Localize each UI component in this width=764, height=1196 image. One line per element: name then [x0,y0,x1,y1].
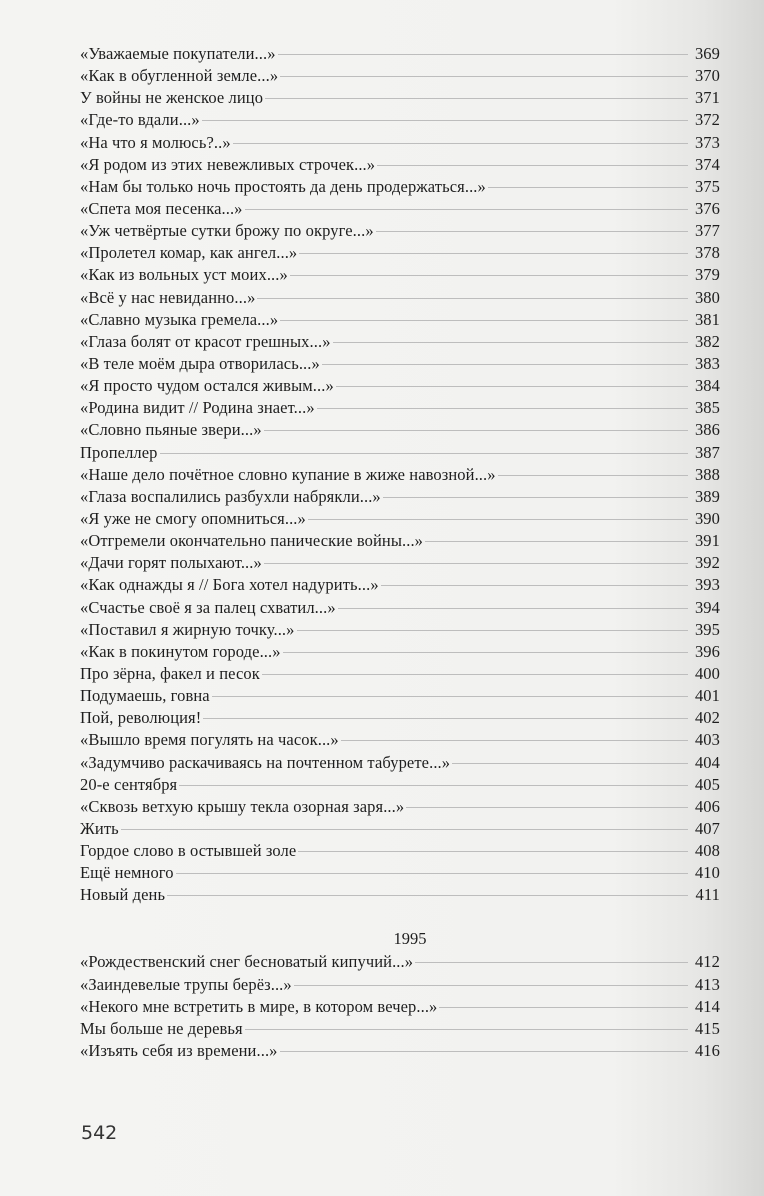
toc-entry-title: «Вышло время погулять на часок...» [80,730,339,750]
toc-entry-leader [262,673,688,675]
toc-entry-page: 410 [694,863,720,883]
toc-entry-title: Гордое слово в остывшей золе [80,841,297,861]
toc-entry-page: 406 [694,796,720,816]
toc-entry [80,818,720,840]
toc-entry-leader [233,142,688,144]
toc-entry-title: «Отгремели окончательно панические войны...» [80,531,424,551]
section-year-heading: 1995 [393,929,427,949]
toc-entry-leader [265,97,688,99]
toc-entry [80,996,720,1018]
toc-entry-title: «Дачи горят полыхают...» [80,553,262,573]
toc-entry-title: Новый день [80,885,166,905]
toc-entry-leader [167,894,688,896]
toc-entry [80,641,720,663]
toc-entry-page: 380 [694,287,720,307]
toc-entry-page: 408 [694,841,720,861]
toc-entry [80,464,720,486]
toc-entry-page: 386 [694,420,720,440]
toc-entry-title: «Задумчиво раскачиваясь на почтенном табурете...» [80,752,451,772]
toc-entry-title: «Как в покинутом городе...» [80,641,281,661]
toc-entry-title: «Поставил я жирную точку...» [80,619,295,639]
toc-entry-page: 400 [694,663,720,683]
toc-entry-title: «Родина видит // Родина знает...» [80,398,315,418]
toc-entry-page: 383 [694,353,720,373]
toc-entry-title: «Я просто чудом остался живым...» [80,376,334,396]
toc-entry [80,663,720,685]
toc-entry-page: 376 [694,198,720,218]
toc-entry [80,752,720,774]
toc-entry-page: 390 [694,508,720,528]
toc-entry-leader [202,119,688,121]
toc-entry-leader [280,75,688,77]
toc-entry-leader [176,872,688,874]
toc-entry-page: 401 [694,686,720,706]
toc-entry-leader [294,984,688,986]
toc-entries [80,43,720,906]
toc-entry [80,796,720,818]
toc-entry-page: 396 [694,641,720,661]
toc-entry-page: 378 [694,243,720,263]
toc-entry-title: «Я родом из этих невежливых строчек...» [80,154,376,174]
toc-entry-title: «В теле моём дыра отворилась...» [80,353,320,373]
toc-entry-title: «Уважаемые покупатели...» [80,44,276,63]
toc-entry-leader [212,695,688,697]
toc-entry [80,287,720,309]
toc-entry-leader [317,407,688,409]
toc-entry [80,685,720,707]
table-of-contents [80,43,720,1062]
toc-entry-title: «Наше дело почётное словно купание в жиже навозной...» [80,464,496,484]
toc-section-entries [80,951,720,1062]
toc-entry-leader [245,1028,688,1030]
toc-entry-title: Ещё немного [80,863,174,883]
toc-entry-leader [160,452,688,454]
toc-entry-leader [121,828,688,830]
toc-entry [80,1018,720,1040]
toc-entry-page: 369 [694,44,720,63]
toc-entry [80,264,720,286]
toc-entry [80,65,720,87]
toc-entry-leader [179,784,688,786]
toc-entry-page: 373 [694,132,720,152]
toc-entry-title: «Где-то вдали...» [80,110,200,130]
toc-entry-title: «Счастье своё я за палец схватил...» [80,597,336,617]
toc-entry-title: «Некого мне встретить в мире, в котором вечер...» [80,996,438,1016]
toc-entry-leader [322,363,688,365]
toc-entry-page: 381 [694,309,720,329]
toc-entry-leader [280,319,688,321]
toc-entry-page: 413 [694,974,720,994]
toc-entry-leader [406,806,688,808]
toc-entry-title: «Рождественский снег бесноватый кипучий...» [80,952,414,972]
toc-entry-page: 415 [694,1018,720,1038]
toc-entry [80,486,720,508]
toc-entry-page: 385 [694,398,720,418]
toc-entry-page: 402 [694,708,720,728]
toc-entry [80,774,720,796]
toc-entry-title: Жить [80,818,119,838]
toc-entry-page: 416 [694,1041,720,1061]
toc-entry-leader [333,341,688,343]
toc-entry [80,729,720,751]
toc-entry-leader [264,429,688,431]
toc-entry-leader [203,717,688,719]
toc-entry-title: «Спета моя песенка...» [80,198,243,218]
toc-entry-page: 382 [694,331,720,351]
toc-entry-page: 403 [694,730,720,750]
toc-entry [80,597,720,619]
toc-entry-leader [341,739,688,741]
toc-entry-page: 393 [694,575,720,595]
toc-entry-page: 395 [694,619,720,639]
toc-entry-leader [381,584,688,586]
toc-entry [80,154,720,176]
toc-entry-page: 414 [694,996,720,1016]
toc-entry-leader [498,474,688,476]
toc-entry-page: 375 [694,176,720,196]
toc-entry-leader [298,850,688,852]
toc-entry-leader [280,1050,688,1052]
toc-entry [80,707,720,729]
toc-entry-title: «Нам бы только ночь простоять да день продержаться...» [80,176,486,196]
toc-entry-leader [425,540,688,542]
toc-entry [80,109,720,131]
toc-entry-leader [377,164,688,166]
toc-entry-title: «Как из вольных уст моих...» [80,265,288,285]
toc-entry-leader [415,961,688,963]
toc-entry [80,419,720,441]
toc-entry-title: «Изъять себя из времени...» [80,1041,278,1061]
toc-entry [80,884,720,906]
toc-entry-title: Пой, революция! [80,708,202,728]
toc-entry-page: 405 [694,774,720,794]
toc-entry [80,353,720,375]
toc-entry-leader [290,274,688,276]
toc-entry-title: «Славно музыка гремела...» [80,309,279,329]
toc-entry-leader [257,297,688,299]
toc-entry-title: «Всё у нас невиданно...» [80,287,256,307]
toc-entry [80,242,720,264]
toc-entry [80,397,720,419]
toc-entry-leader [439,1006,688,1008]
toc-entry-title: «Уж четвёртые сутки брожу по округе...» [80,221,374,241]
toc-entry [80,87,720,109]
toc-entry-page: 388 [694,464,720,484]
toc-entry-page: 389 [694,486,720,506]
toc-entry-page: 384 [694,376,720,396]
toc-entry [80,309,720,331]
toc-entry [80,375,720,397]
toc-entry-page: 370 [694,66,720,86]
toc-entry-page: 394 [694,597,720,617]
toc-entry [80,198,720,220]
toc-entry-page: 372 [694,110,720,130]
toc-entry-leader [488,186,688,188]
toc-entry-title: «Глаза болят от красот грешных...» [80,331,331,351]
toc-entry [80,974,720,996]
toc-entry-leader [299,252,688,254]
toc-entry-title: «Пролетел комар, как ангел...» [80,243,298,263]
toc-entry-page: 371 [694,88,720,108]
toc-entry-page: 407 [694,818,720,838]
toc-entry [80,619,720,641]
page-number: 542 [81,1122,118,1144]
toc-entry-page: 391 [694,531,720,551]
toc-entry [80,840,720,862]
toc-entry-title: Про зёрна, факел и песок [80,663,260,683]
toc-entry [80,442,720,464]
toc-entry-title: «Заиндевелые трупы берёз...» [80,974,292,994]
toc-entry [80,508,720,530]
toc-entry [80,530,720,552]
toc-entry [80,862,720,884]
toc-entry-leader [264,562,688,564]
toc-entry [80,1040,720,1062]
toc-entry-title: 20-е сентября [80,774,178,794]
toc-entry-title: Подумаешь, говна [80,686,210,706]
toc-entry-title: «Я уже не смогу опомниться...» [80,508,306,528]
toc-entry-page: 377 [694,221,720,241]
toc-entry-page: 392 [694,553,720,573]
toc-entry-title: Пропеллер [80,442,158,462]
toc-entry-page: 412 [694,952,720,972]
toc-entry-title: У войны не женское лицо [80,88,264,108]
toc-entry [80,176,720,198]
toc-entry-page: 404 [694,752,720,772]
toc-entry [80,43,720,65]
toc-entry [80,574,720,596]
toc-entry-leader [308,518,688,520]
toc-entry [80,331,720,353]
toc-entry-title: Мы больше не деревья [80,1018,243,1038]
toc-entry-leader [245,208,688,210]
toc-entry-page: 387 [694,442,720,462]
toc-entry-leader [283,651,688,653]
toc-entry-leader [383,496,688,498]
toc-entry-page: 374 [694,154,720,174]
toc-entry-page: 379 [694,265,720,285]
toc-entry-leader [338,607,688,609]
toc-entry-title: «Как в обугленной земле...» [80,66,279,86]
toc-entry-leader [278,53,688,55]
toc-entry-leader [452,762,688,764]
toc-entry-title: «Как однажды я // Бога хотел надурить...» [80,575,379,595]
toc-entry-title: «Глаза воспалились разбухли набрякли...» [80,486,381,506]
toc-entry-leader [336,385,688,387]
toc-entry-title: «Сквозь ветхую крышу текла озорная заря...» [80,796,405,816]
toc-entry [80,132,720,154]
toc-entry-title: «Словно пьяные звери...» [80,420,262,440]
toc-entry-page: 411 [695,885,720,905]
toc-entry-leader [376,230,688,232]
toc-entry [80,220,720,242]
toc-entry-leader [297,629,688,631]
toc-entry-title: «На что я молюсь?..» [80,132,231,152]
toc-entry [80,951,720,973]
toc-entry [80,552,720,574]
